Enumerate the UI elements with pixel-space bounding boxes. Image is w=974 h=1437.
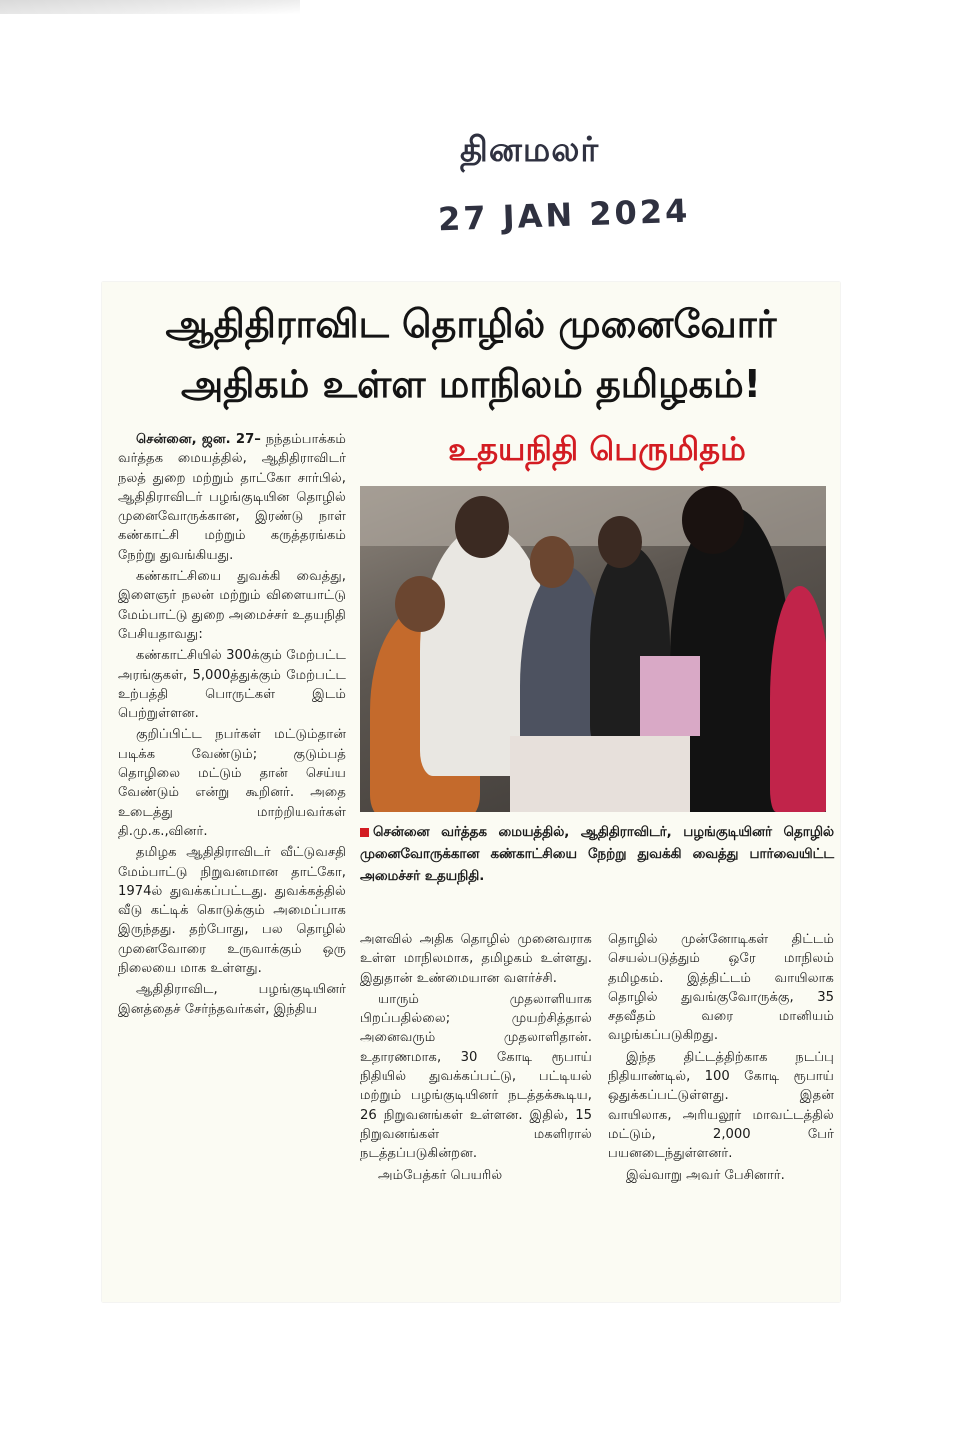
paragraph: ஆதிதிராவிட, பழங்குடியினர் இனத்தைச் சேர்ந்தவர்கள், இந்திய	[118, 982, 346, 1017]
photo-caption-text: சென்னை வர்த்தக மையத்தில், ஆதிதிராவிடர், பழங்குடியினர் தொழில் முனைவோருக்கான கண்காட்சியை நேற்று துவக்கி வைத்து பார்வையிட்ட அமைச்சர் உதயநிதி.	[360, 825, 834, 884]
paragraph: இவ்வாறு அவர் பேசினார்.	[626, 1167, 785, 1183]
photo-display-box	[640, 656, 700, 736]
headline-line-2: அதிகம் உள்ள மாநிலம் தமிழகம்!	[181, 362, 761, 406]
photo-display-table	[510, 736, 690, 812]
paragraph: அளவில் அதிக தொழில் முனைவராக உள்ள மாநிலமாக, தமிழகம் உள்ளது. இதுதான் உண்மையான வளர்ச்சி.	[360, 932, 592, 986]
handwritten-paper-name: தினமலர்	[460, 130, 600, 170]
headline-line-1: ஆதிதிராவிட தொழில் முனைவோர்	[165, 302, 777, 346]
photo-head	[682, 486, 744, 554]
paragraph: குறிப்பிட்ட நபர்கள் மட்டும்தான் படிக்க வேண்டும்; குடும்பத் தொழிலை மட்டும் தான் செய்ய வேண்டும் என்று கூறினர். அதை உடைத்து மாற்றியவர்கள் தி.மு.க.,வினர்.	[118, 727, 346, 839]
paragraph: நந்தம்பாக்கம் வர்த்தக மையத்தில், ஆதிதிராவிடர் நலத் துறை மற்றும் தாட்கோ சார்பில், ஆதிதிராவிடர் பழங்குடியின தொழில் முனைவோருக்கான, இரண்டு நாள் கண்காட்சி மற்றும் கருத்தரங்கம் நேற்று துவங்கியது.	[118, 432, 346, 563]
handwritten-date: 27 JAN 2024	[437, 191, 691, 239]
paragraph: யாரும் முதலாளியாக பிறப்பதில்லை; முயற்சித்தால் அனைவரும் முதலாளிதான். உதாரணமாக, 30 கோடி ரூபாய் நிதியில் துவக்கப்பட்டு, பட்டியல் மற்றும் பழங்குடியினர் நடத்தக்கூடிய, 26 நிறுவனங்கள் உள்ளன. இதில், 15 நிறுவனங்கள் மகளிரால் நடத்தப்படுகின்றன.	[360, 991, 592, 1162]
photo-head	[530, 536, 574, 588]
paragraph: இந்த திட்டத்திற்காக நடப்பு நிதியாண்டில், 100 கோடி ரூபாய் ஒதுக்கப்பட்டுள்ளது. இதன் வாயிலாக, அரியலூர் மாவட்டத்தில் மட்டும், 2,000 பேர் பயனடைந்துள்ளனர்.	[608, 1049, 834, 1162]
paragraph: அம்பேத்கர் பெயரில்	[378, 1167, 503, 1183]
middle-column	[360, 930, 592, 1187]
scan-edge-shadow	[0, 0, 300, 14]
paragraph: தொழில் முன்னோடிகள் திட்டம் செயல்படுத்தும் ஒரே மாநிலம் தமிழகம். இத்திட்டம் வாயிலாக தொழில் துவங்குவோருக்கு, 35 சதவீதம் வரை மானியம் வழங்கப்படுகிறது.	[608, 932, 834, 1044]
paragraph: தமிழக ஆதிதிராவிடர் வீட்டுவசதி மேம்பாட்டு நிறுவனமான தாட்கோ, 1974ல் துவக்கப்பட்டது. துவக்கத்தில் வீடு கட்டிக் கொடுக்கும் அமைப்பாக இருந்தது. தற்போது, பல தொழில் முனைவோரை உருவாக்கும் ஒரு நிலையை மாக உள்ளது.	[118, 845, 346, 977]
photo-person	[770, 586, 826, 812]
photo-head	[395, 576, 445, 632]
left-column	[118, 430, 346, 1021]
news-photo	[360, 486, 826, 812]
right-column	[608, 930, 834, 1187]
caption-bullet-icon	[360, 828, 369, 837]
paragraph: கண்காட்சியில் 300க்கும் மேற்பட்ட அரங்குகள், 5,000த்துக்கும் மேற்பட்ட உற்பத்தி பொருட்கள் இடம் பெற்றுள்ளன.	[118, 648, 346, 722]
photo-caption	[360, 822, 834, 888]
newspaper-clipping	[102, 282, 840, 1302]
subheadline: உதயநிதி பெருமிதம்	[448, 430, 746, 468]
photo-head	[598, 516, 642, 568]
dateline: சென்னை, ஜன. 27–	[136, 432, 261, 447]
photo-head	[455, 496, 509, 558]
paragraph: கண்காட்சியை துவக்கி வைத்து, இளைஞர் நலன் மற்றும் விளையாட்டு மேம்பாட்டு துறை அமைச்சர் உதயநிதி பேசியதாவது:	[118, 569, 346, 642]
